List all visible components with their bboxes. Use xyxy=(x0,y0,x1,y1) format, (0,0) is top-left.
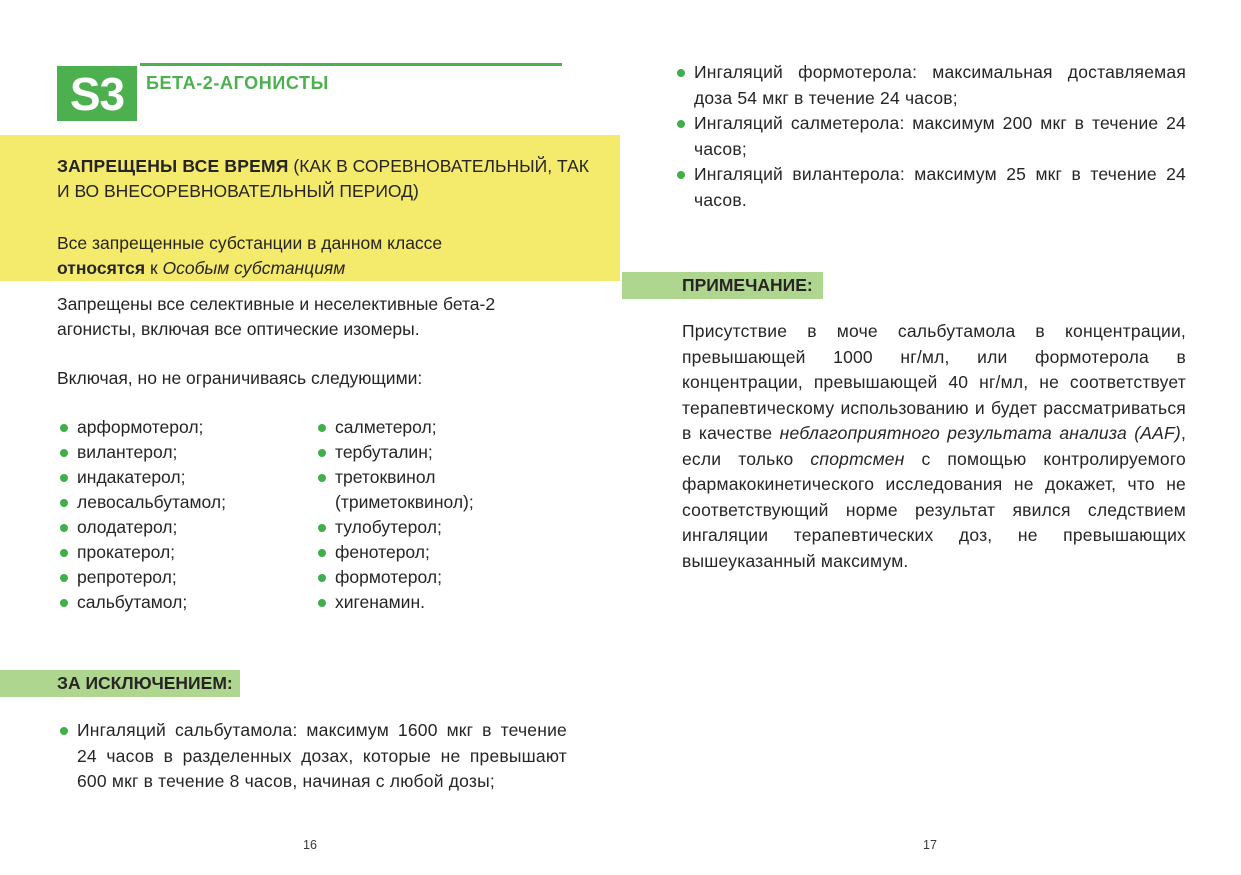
note-text: с помощью контролируемого фармакокинетического исследования не докажет, что не соответствующий норме результат явился следствием ингаляции терапевтических доз, не превышающих вышеуказанный максимум. xyxy=(682,448,1186,571)
list-item xyxy=(60,718,567,795)
exception-header-label: ЗА ИСКЛЮЧЕНИЕМ: xyxy=(57,673,233,693)
header-rule xyxy=(140,63,562,66)
banned-banner-body-italic: Особым субстанциям xyxy=(162,258,346,278)
substance-label: олодатерол; xyxy=(77,517,178,537)
list-item xyxy=(60,590,305,615)
substance-label: фенотерол; xyxy=(335,542,430,562)
substance-label: прокатерол; xyxy=(77,542,176,562)
exception-item-text: Ингаляций вилантерола: максимум 25 мкг в течение 24 часов. xyxy=(694,164,1186,210)
list-item xyxy=(60,540,305,565)
list-item xyxy=(318,540,496,565)
list-item xyxy=(318,515,496,540)
note-header-label: ПРИМЕЧАНИЕ: xyxy=(682,275,813,295)
exception-list-right xyxy=(677,60,1186,213)
exception-item-text: Ингаляций сальбутамола: максимум 1600 мкг в течение 24 часов в разделенных дозах, которые не превышают 600 мкг в течение 8 часов, начиная с любой дозы; xyxy=(77,720,567,791)
note-text-italic: спортсмен xyxy=(810,448,905,469)
list-item xyxy=(60,565,305,590)
banned-banner-body-text: Все запрещенные субстанции в данном классе xyxy=(57,233,443,253)
note-header xyxy=(622,272,823,299)
banned-banner xyxy=(0,135,620,281)
page-number-right: 17 xyxy=(923,838,937,852)
substance-list-col1 xyxy=(60,415,305,615)
list-item xyxy=(318,565,496,590)
list-item xyxy=(677,60,1186,111)
banned-banner-body-mid: к xyxy=(145,258,163,278)
bullet-icon xyxy=(318,599,326,607)
list-item xyxy=(60,515,305,540)
section-badge xyxy=(57,66,137,121)
section-title: БЕТА-2-АГОНИСТЫ xyxy=(146,73,329,93)
substance-label: сальбутамол; xyxy=(77,592,188,612)
list-item xyxy=(677,162,1186,213)
substance-label: левосальбутамол; xyxy=(77,492,226,512)
bullet-icon xyxy=(677,120,685,128)
bullet-icon xyxy=(60,449,68,457)
substance-label: салметерол; xyxy=(335,417,437,437)
list-item xyxy=(318,590,496,615)
banned-banner-heading xyxy=(57,154,590,204)
bullet-icon xyxy=(318,574,326,582)
section-badge-label: S3 xyxy=(69,67,125,120)
bullet-icon xyxy=(677,171,685,179)
page-number-left: 16 xyxy=(303,838,317,852)
list-item xyxy=(318,440,496,465)
banned-banner-heading-bold: ЗАПРЕЩЕНЫ ВСЕ ВРЕМЯ xyxy=(57,156,289,176)
banned-banner-body-bold: относятся xyxy=(57,258,146,278)
list-item xyxy=(318,415,496,440)
bullet-icon xyxy=(677,69,685,77)
substance-label: репротерол; xyxy=(77,567,177,587)
bullet-icon xyxy=(318,549,326,557)
bullet-icon xyxy=(318,474,326,482)
bullet-icon xyxy=(60,524,68,532)
bullet-icon xyxy=(60,474,68,482)
bullet-icon xyxy=(60,424,68,432)
bullet-icon xyxy=(318,424,326,432)
banned-banner-body xyxy=(57,231,527,281)
list-item xyxy=(60,415,305,440)
banned-banner-heading-rest: (КАК В СОРЕВНОВАТЕЛЬНЫЙ, ТАК И ВО ВНЕСОРЕВНОВАТЕЛЬНЫЙ ПЕРИОД) xyxy=(57,156,589,201)
note-text: Присутствие в моче сальбутамола в концентрации, превышающей 1000 нг/мл, или формотерола в концентрации, превышающей 40 нг/мл, не соответствует терапевтическому использованию и будет рассматриваться в качестве xyxy=(682,321,1186,443)
bullet-icon xyxy=(60,499,68,507)
exception-item-text: Ингаляций формотерола: максимальная доставляемая доза 54 мкг в течение 24 часов; xyxy=(694,62,1186,108)
bullet-icon xyxy=(318,524,326,532)
exception-item-text: Ингаляций салметерола: максимум 200 мкг в течение 24 часов; xyxy=(694,113,1186,159)
bullet-icon xyxy=(60,599,68,607)
bullet-icon xyxy=(318,449,326,457)
exception-list-left xyxy=(60,718,567,795)
substance-label: хигенамин. xyxy=(335,592,425,612)
note-text: , если только xyxy=(682,423,1186,469)
substance-label: вилантерол; xyxy=(77,442,178,462)
substance-label: третоквинол (триметоквинол); xyxy=(335,467,474,512)
list-item xyxy=(60,465,305,490)
including-line: Включая, но не ограничиваясь следующими: xyxy=(57,368,423,388)
intro-paragraph: Запрещены все селективные и неселективные бета-2 агонисты, включая все оптические изомеры. xyxy=(57,294,496,339)
bullet-icon xyxy=(60,574,68,582)
note-paragraph xyxy=(682,319,1186,574)
note-text-italic: неблагоприятного результата анализа (AAF) xyxy=(779,423,1181,443)
list-item xyxy=(677,111,1186,162)
substance-label: индакатерол; xyxy=(77,467,186,487)
substance-list-col2 xyxy=(318,415,496,615)
substance-label: тулобутерол; xyxy=(335,517,442,537)
bullet-icon xyxy=(60,727,68,735)
substance-label: формотерол; xyxy=(335,567,442,587)
list-item xyxy=(60,490,305,515)
list-item xyxy=(318,465,496,515)
substance-label: арформотерол; xyxy=(77,417,204,437)
list-item xyxy=(60,440,305,465)
substance-label: тербуталин; xyxy=(335,442,433,462)
exception-header xyxy=(0,670,240,697)
bullet-icon xyxy=(60,549,68,557)
